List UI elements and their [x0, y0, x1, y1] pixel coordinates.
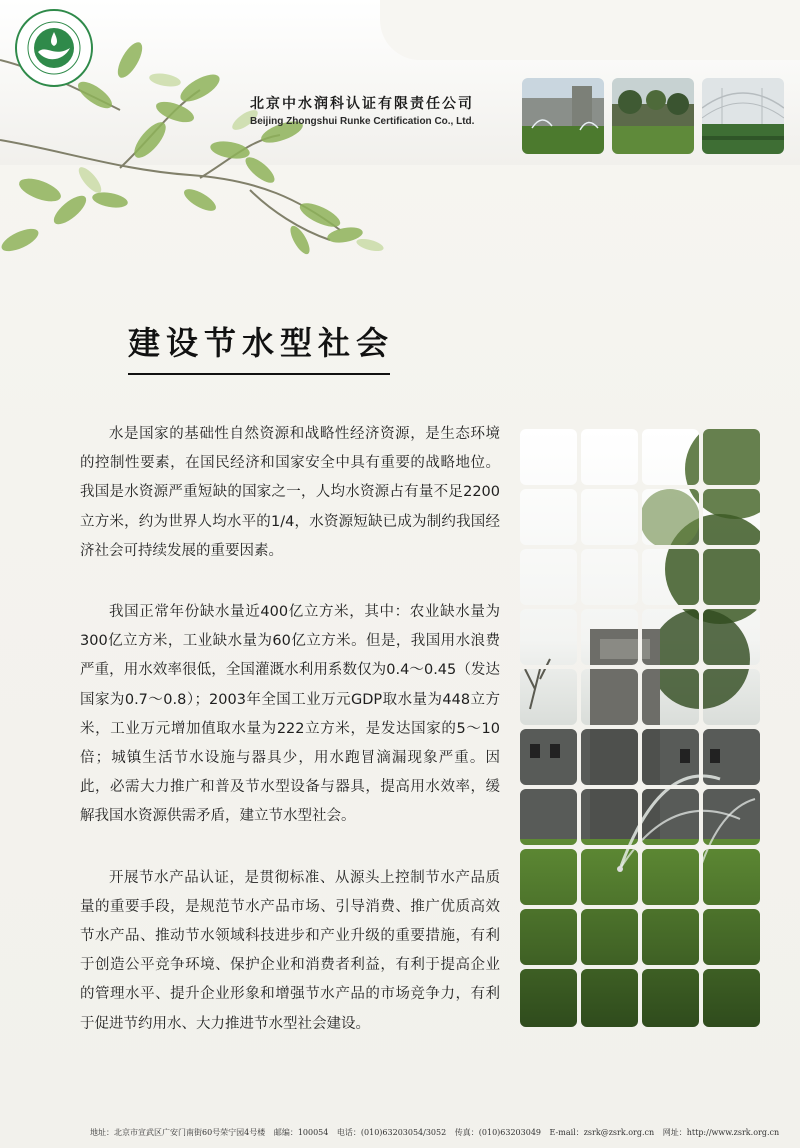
paragraph: 我国正常年份缺水量近400亿立方米，其中：农业缺水量为300亿立方米，工业缺水量为60亿立方米。但是，我国用水浪费严重，用水效率很低，全国灌溉水利用系数仅为0.4～0.45（发达国家为0.7～0.8）；2003年全国工业万元GDP取水量为448立方米，工业万元增加值取水量为222立方米，是发达国家的5～10倍；城镇生活节水设施与器具少，用水跑冒滴漏现象严重。因此，必需大力推广和普及节水型设备与器具，提高用水效率，缓解我国水资源供需矛盾，建立节水型社会。 — [80, 604, 500, 825]
footer-address: 地址：北京市宣武区广安门南街60号荣宁园4号楼 — [90, 1128, 266, 1137]
greenhouse-photo — [702, 78, 784, 154]
footer-contact — [90, 1127, 785, 1138]
header-curve — [380, 0, 800, 60]
paragraph: 水是国家的基础性自然资源和战略性经济资源，是生态环境的控制性要素，在国民经济和国家安全中具有重要的战略地位。我国是水资源严重短缺的国家之一，人均水资源占有量不足2200立方米，约为世界人均水平的1/4，水资源短缺已成为制约我国经济社会可持续发展的重要因素。 — [80, 426, 500, 559]
page-title: 建设节水型社会 — [128, 324, 395, 362]
footer-email[interactable]: E-mail：zsrk@zsrk.org.cn — [549, 1128, 655, 1137]
body-text — [80, 420, 500, 1071]
logo-emblem-icon — [14, 8, 94, 88]
company-name-cn: 北京中水润科认证有限责任公司 — [250, 96, 474, 112]
paragraph: 开展节水产品认证，是贯彻标准、从源头上控制节水产品质量的重要手段，是规范节水产品市场、引导消费、推广优质高效节水产品、推动节水领域科技进步和产业升级的重要措施，有利于创造公平竞争环境、保护企业和消费者利益，有利于提高企业的管理水平、提升企业形象和增强节水产品的市场竞争力，有利于促进节约用水、大力推进节水型社会建设。 — [80, 869, 500, 1032]
footer-fax: 传真：(010)63203049 — [454, 1128, 541, 1137]
sprinkler-lawn-photo — [522, 78, 604, 154]
footer-postcode: 邮编：100054 — [273, 1128, 329, 1137]
footer-phone: 电话：(010)63203054/3052 — [336, 1128, 447, 1137]
orchard-photo — [612, 78, 694, 154]
sprinkler-photo-mosaic — [520, 429, 760, 1031]
title-underline — [128, 373, 390, 375]
header-photo-strip — [522, 78, 784, 154]
company-name-en: Beijing Zhongshui Runke Certification Co., Ltd. — [250, 116, 475, 127]
footer-website[interactable]: 网址：http://www.zsrk.org.cn — [662, 1128, 780, 1137]
